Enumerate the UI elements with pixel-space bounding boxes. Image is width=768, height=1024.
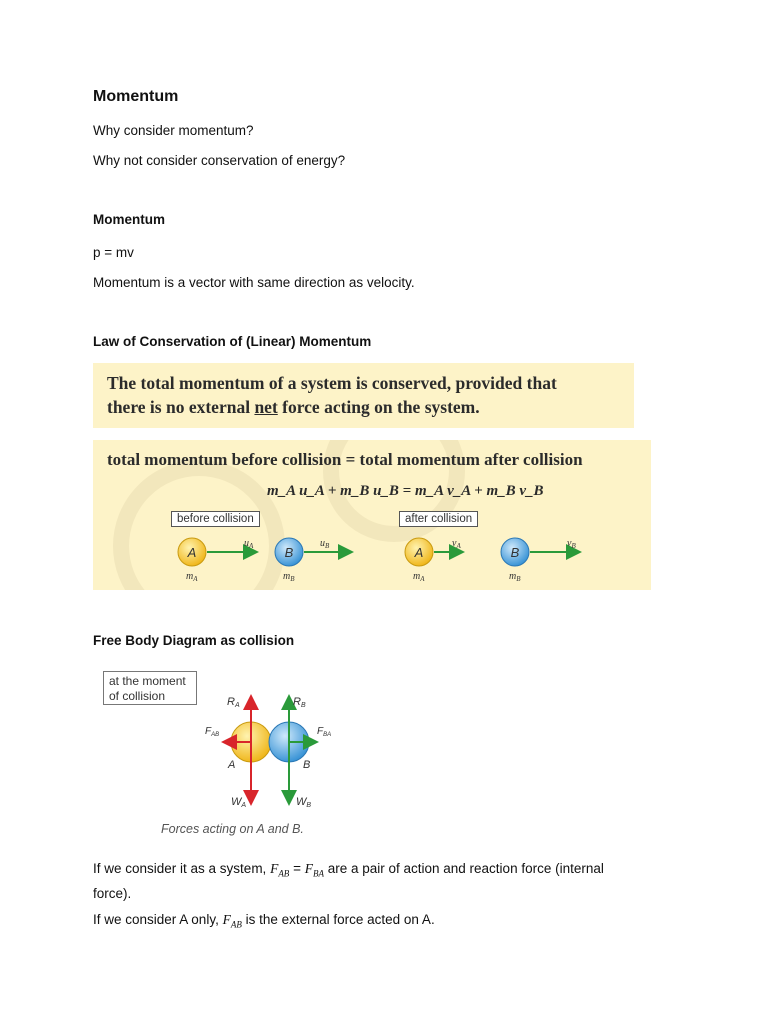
law-line-2-pre: there is no external bbox=[107, 397, 255, 417]
free-body-diagram-svg bbox=[195, 688, 355, 818]
f-ab-label: $F_{AB}$ bbox=[205, 726, 220, 738]
before-collision-label: before collision bbox=[171, 511, 260, 527]
u-a-label: $u_A$ bbox=[244, 538, 254, 550]
m-a-label: $m_A$ bbox=[413, 571, 425, 583]
momentum-formula: p = mv bbox=[93, 245, 134, 260]
m-b-label: $m_B$ bbox=[509, 571, 521, 583]
v-a-label: $v_A$ bbox=[452, 538, 461, 550]
w-a-label: WA bbox=[231, 796, 247, 809]
a-only-paragraph bbox=[93, 910, 435, 935]
f-ab-symbol: $F_{AB}$ bbox=[222, 912, 242, 930]
system-paragraph-line-2: force). bbox=[93, 885, 132, 901]
m-a-label: $m_A$ bbox=[186, 571, 198, 583]
ball-a-after bbox=[405, 538, 433, 566]
ball-a-before bbox=[178, 538, 206, 566]
question-2: Why not consider conservation of energy? bbox=[93, 153, 346, 168]
law-line-2-post: force acting on the system. bbox=[277, 397, 480, 417]
system-paragraph-pre: If we consider it as a system, bbox=[93, 861, 271, 876]
momentum-equation: m_A u_A + m_B u_B = m_A v_A + m_B v_B bbox=[267, 483, 544, 499]
system-paragraph: If we consider it as a system, $F_{AB} = F_{BA}$ are a pair of action and reaction force (internal force). bbox=[93, 861, 604, 901]
f-ba-label: $F_{BA}$ bbox=[317, 726, 332, 738]
page-title: Momentum bbox=[93, 88, 179, 105]
ball-b-label: B bbox=[303, 759, 311, 771]
ball-a-label: A bbox=[228, 759, 236, 771]
f-ba-symbol: $F_{BA}$ bbox=[304, 861, 324, 879]
fbd-caption: Forces acting on A and B. bbox=[161, 822, 304, 836]
moment-label-line-1: at the moment bbox=[109, 674, 186, 688]
v-b-label: $v_B$ bbox=[567, 538, 576, 550]
momentum-heading: Momentum bbox=[93, 212, 165, 227]
a-only-paragraph-pre: If we consider A only, bbox=[93, 912, 223, 927]
ball-a-label: A bbox=[187, 545, 197, 560]
ball-a-label: A bbox=[414, 545, 424, 560]
collision-statement: total momentum before collision = total momentum after collision bbox=[107, 450, 583, 469]
momentum-statement: Momentum is a vector with same direction as velocity. bbox=[93, 275, 415, 290]
conservation-law-box bbox=[93, 363, 634, 428]
law-line-1: The total momentum of a system is conserved, provided that bbox=[107, 373, 557, 393]
ball-b-label: B bbox=[284, 545, 294, 560]
m-b-label: $m_B$ bbox=[283, 571, 295, 583]
law-line-2-net: net bbox=[254, 397, 278, 417]
r-b-label: RB bbox=[293, 696, 306, 709]
system-paragraph-mid: are a pair of action and reaction force (internal bbox=[323, 861, 604, 876]
collision-diagram-box bbox=[93, 440, 651, 590]
question-1: Why consider momentum? bbox=[93, 123, 254, 138]
collision-balls-svg bbox=[93, 440, 651, 590]
f-ab-symbol: $F_{AB}$ bbox=[270, 861, 290, 879]
ball-b-after bbox=[501, 538, 529, 566]
a-only-paragraph-post: is the external force acted on A. bbox=[241, 912, 435, 927]
conservation-heading: Law of Conservation of (Linear) Momentum bbox=[93, 334, 372, 349]
fbd-heading: Free Body Diagram as collision bbox=[93, 633, 295, 648]
after-collision-label: after collision bbox=[399, 511, 478, 527]
u-b-label: $u_B$ bbox=[320, 538, 330, 550]
moment-of-collision-label bbox=[103, 671, 197, 705]
moment-label-line-2: of collision bbox=[109, 689, 166, 703]
r-a-label: RA bbox=[227, 696, 240, 709]
ball-b-label: B bbox=[510, 545, 520, 560]
law-line-2 bbox=[107, 397, 480, 418]
ball-b-before bbox=[275, 538, 303, 566]
w-b-label: WB bbox=[296, 796, 312, 809]
